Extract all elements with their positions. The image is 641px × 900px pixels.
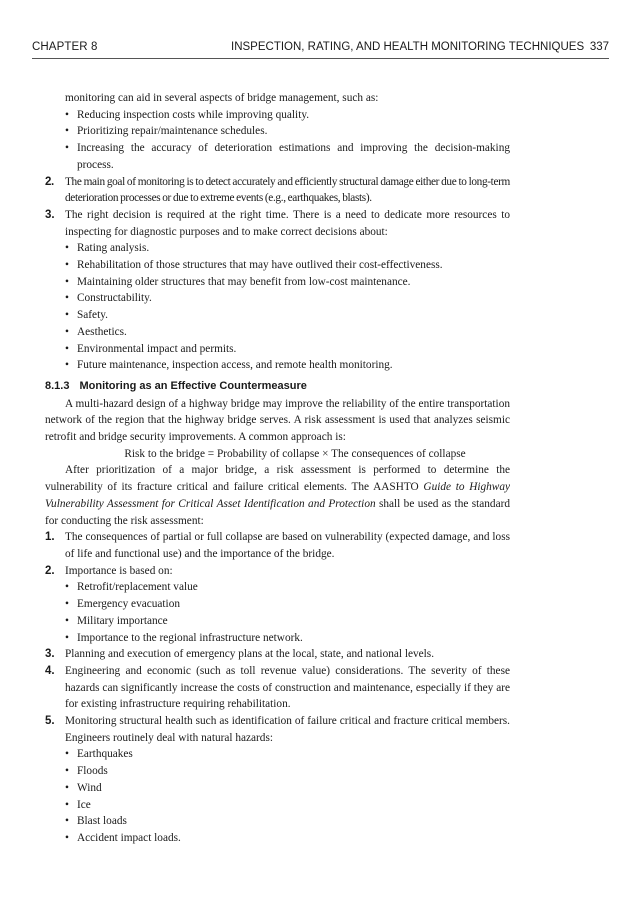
- list-item: • Earthquakes: [65, 748, 133, 761]
- list-item: • Maintaining older structures that may benefit from low-cost maintenance.: [65, 275, 411, 288]
- page-number: 337: [589, 41, 609, 53]
- list-item: • Emergency evacuation: [65, 598, 180, 611]
- list-item: • Accident impact loads.: [65, 831, 181, 844]
- list-item: • Importance to the regional infrastructure network.: [65, 631, 303, 644]
- running-header: [32, 40, 609, 59]
- numbered-item: 4. Engineering and economic (such as toll revenue value) considerations. The severity of these hazards can significantly increase the costs of construction and maintenance, especially if they are for existing infrastructure requiring rehabilitation.: [45, 664, 510, 711]
- paragraph: After prioritization of a major bridge, a risk assessment is performed to determine the vulnerability of its fracture critical and failure critical elements. The AASHTO Guide to Highway Vulnerability Assessment for Critical Asset Identification and Protection shall be used as the standard for conducting the risk assessment:: [45, 464, 510, 527]
- chapter-label: CHAPTER 8: [32, 41, 98, 53]
- list-item: • Constructability.: [65, 292, 152, 305]
- numbered-item: 3. The right decision is required at the right time. There is a need to dedicate more resources to inspecting for diagnostic purposes and to make correct decisions about:: [45, 208, 510, 238]
- intro-text: monitoring can aid in several aspects of bridge management, such as:: [65, 92, 379, 104]
- section-title: Monitoring as an Effective Countermeasure: [79, 379, 307, 392]
- list-item: • Rating analysis.: [65, 242, 150, 255]
- page-body: [45, 90, 510, 847]
- section-heading: [45, 378, 510, 395]
- list-item: • Reducing inspection costs while improving quality.: [65, 108, 310, 121]
- list-item: • Future maintenance, inspection access, and remote health monitoring.: [65, 359, 393, 372]
- numbered-item: 2. The main goal of monitoring is to detect accurately and efficiently structural damage either due to long-term deterioration processes or due to extreme events (e.g., earthquakes, blasts).: [45, 175, 510, 205]
- numbered-item: 5. Monitoring structural health such as identification of failure critical and fracture critical members. Engineers routinely deal with natural hazards:: [45, 715, 510, 744]
- list-item: • Retrofit/replacement value: [65, 581, 198, 594]
- numbered-item: 1. The consequences of partial or full collapse are based on vulnerability (expected damage, and loss of life and functional use) and the importance of the bridge.: [45, 531, 510, 560]
- list-item: • Aesthetics.: [65, 325, 127, 338]
- paragraph: A multi-hazard design of a highway bridge may improve the reliability of the entire transportation network of the region that the highway bridge serves. A risk assessment is used that analyzes seismic retrofit and bridge security improvements. A common approach is:: [45, 397, 510, 444]
- guide-title: Guide to Highway Vulnerability Assessment for Critical Asset Identification and Protection: [45, 481, 510, 510]
- running-title: INSPECTION, RATING, AND HEALTH MONITORING TECHNIQUES: [231, 41, 585, 53]
- list-item: • Military importance: [65, 614, 168, 627]
- numbered-item: 3. Planning and execution of emergency plans at the local, state, and national levels.: [45, 648, 435, 661]
- numbered-item: 2. Importance is based on:: [45, 564, 173, 577]
- list-item: • Environmental impact and permits.: [65, 342, 237, 355]
- list-item: • Increasing the accuracy of deterioration estimations and improving the decision-making process.: [65, 142, 510, 171]
- list-item: • Blast loads: [65, 815, 127, 828]
- list-item: • Rehabilitation of those structures that may have outlived their cost-effectiveness.: [65, 259, 443, 272]
- risk-equation: Risk to the bridge = Probability of collapse × The consequences of collapse: [124, 447, 466, 460]
- section-number: 8.1.3: [45, 379, 70, 392]
- list-item: • Ice: [65, 798, 91, 811]
- list-item: • Prioritizing repair/maintenance schedules.: [65, 125, 268, 138]
- list-item: • Safety.: [65, 309, 108, 322]
- list-item: • Wind: [65, 781, 102, 794]
- list-item: • Floods: [65, 765, 108, 778]
